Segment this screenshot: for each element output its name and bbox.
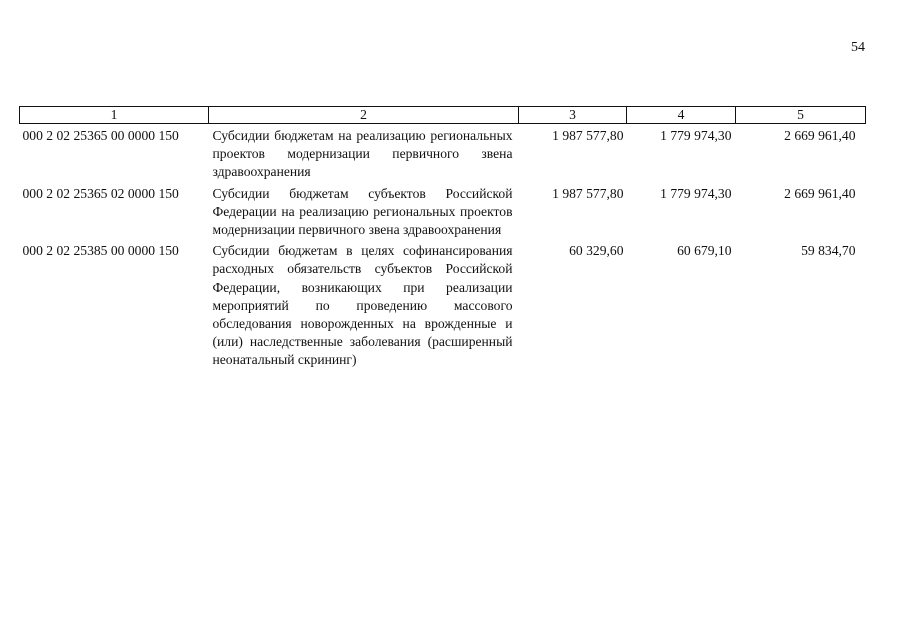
row-name: Субсидии бюджетам субъектов Российской Федерации на реализацию региональных проектов модернизации первичного звена здравоохранения <box>212 185 513 238</box>
row-value-col5: 59 834,70 <box>801 243 856 259</box>
table-row <box>20 239 866 369</box>
budget-table <box>19 106 866 370</box>
header-col-4: 4 <box>627 107 736 124</box>
header-col-5: 5 <box>736 107 866 124</box>
header-col-1: 1 <box>20 107 209 124</box>
table-row <box>20 182 866 240</box>
row-value-col4: 1 779 974,30 <box>660 185 732 201</box>
row-value-col3: 60 329,60 <box>569 243 624 259</box>
page-number: 54 <box>851 40 865 55</box>
header-col-2: 2 <box>209 107 519 124</box>
row-name: Субсидии бюджетам в целях софинансирования расходных обязательств субъектов Российской Федерации, возникающих при реализации мероприятий по проведению массового обследования новорожденных на врожденные и (или) наследственные заболевания (расширенный неонатальный скрининг) <box>212 243 513 368</box>
row-value-col3: 1 987 577,80 <box>552 128 624 143</box>
row-name: Субсидии бюджетам на реализацию региональных проектов модернизации первичного звена здравоохранения <box>212 128 513 180</box>
header-col-3: 3 <box>519 107 627 124</box>
row-code: 000 2 02 25365 00 0000 150 <box>22 128 179 143</box>
row-code: 000 2 02 25385 00 0000 150 <box>22 243 179 259</box>
row-value-col5: 2 669 961,40 <box>784 185 856 201</box>
table-header <box>20 107 866 124</box>
table-body <box>20 124 866 370</box>
row-code: 000 2 02 25365 02 0000 150 <box>22 185 179 201</box>
header-row <box>20 107 866 124</box>
row-value-col3: 1 987 577,80 <box>552 185 624 201</box>
row-value-col4: 60 679,10 <box>677 243 732 259</box>
row-value-col5: 2 669 961,40 <box>784 128 856 143</box>
row-value-col4: 1 779 974,30 <box>660 128 732 143</box>
table-row <box>20 124 866 182</box>
